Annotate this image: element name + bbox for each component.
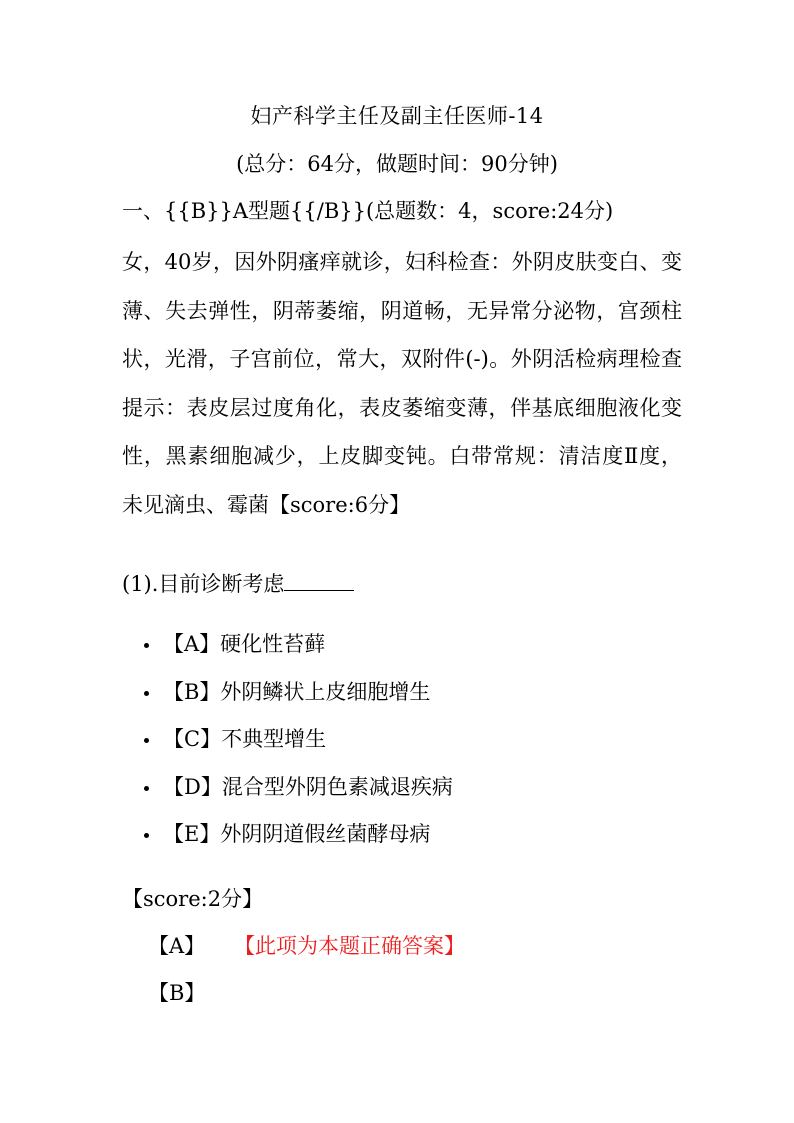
option-item: [144, 676, 453, 724]
option-item: [144, 723, 453, 771]
answer-row-a: [148, 930, 465, 960]
bullet-icon: [144, 786, 149, 791]
section-heading: 一、{{B}}A型题{{/B}}(总题数：4，score:24分): [122, 199, 614, 223]
document-title: 妇产科学主任及副主任医师-14: [250, 104, 544, 128]
answer-row-b: [148, 977, 205, 1007]
answer-label: 【A】: [148, 934, 206, 958]
answer-blank: [284, 572, 354, 591]
option-item: [144, 771, 453, 819]
question-prompt: [122, 568, 354, 598]
answer-label: 【B】: [148, 981, 206, 1005]
bullet-icon: [144, 643, 149, 648]
score-line: 【score:2分】: [122, 887, 264, 911]
option-item: [144, 818, 453, 866]
bullet-icon: [144, 833, 149, 838]
option-label: 【C】不典型增生: [163, 727, 327, 751]
document-subtitle: (总分：64分，做题时间：90分钟): [236, 152, 558, 176]
bullet-icon: [144, 738, 149, 743]
option-label: 【E】外阴阴道假丝菌酵母病: [163, 822, 431, 846]
option-item: [144, 628, 453, 676]
correct-answer-note: 【此项为本题正确答案】: [234, 934, 465, 958]
question-stem: 女，40岁，因外阴瘙痒就诊，妇科检查：外阴皮肤变白、变薄、失去弹性，阴蒂萎缩，阴道畅，无异常分泌物，宫颈柱状，光滑，子宫前位，常大，双附件(-)。外阴活检病理检查提示：表皮层过度角化，表皮萎缩变薄，伴基底细胞液化变性，黑素细胞减少，上皮脚变钝。白带常规：清洁度Ⅱ度，未见滴虫、霉菌【score:6分】: [122, 250, 682, 517]
option-label: 【D】混合型外阴色素减退疾病: [163, 774, 453, 799]
option-label: 【B】外阴鳞状上皮细胞增生: [163, 679, 431, 704]
question-text: (1).目前诊断考虑: [122, 572, 285, 596]
bullet-icon: [144, 691, 149, 696]
option-label: 【A】硬化性苔藓: [163, 632, 326, 656]
options-list: [144, 628, 453, 866]
